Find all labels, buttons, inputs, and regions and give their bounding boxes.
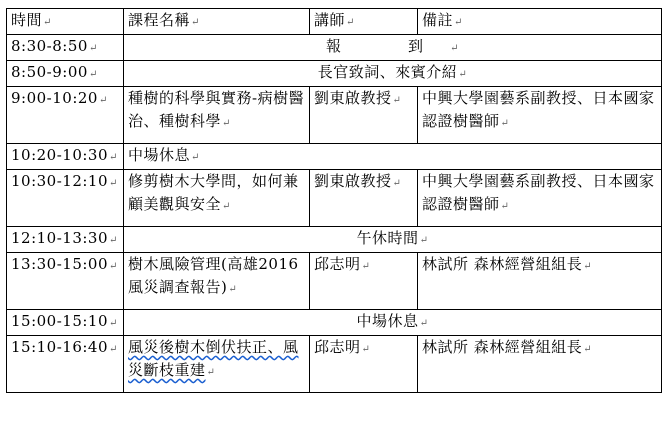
schedule-table [6,8,662,393]
time-cell: 8:30-8:50↵ [7,35,124,61]
time-cell: 9:00-10:20↵ [7,87,124,144]
table-row [7,61,662,87]
header-time: 時間↵ [7,9,124,35]
table-row [7,170,662,227]
table-row [7,310,662,336]
table-row [7,144,662,170]
course-cell: 樹木風險管理(高雄2016風災調查報告)↵ [124,253,310,310]
merged-cell: 長官致詞、來賓介紹↵ [124,61,662,87]
table-row [7,227,662,253]
note-cell: 中興大學園藝系副教授、日本國家認證樹醫師↵ [418,170,662,227]
header-speaker: 講師↵ [310,9,418,35]
merged-cell: 午休時間↵ [124,227,662,253]
header-course: 課程名稱↵ [124,9,310,35]
table-row [7,253,662,310]
speaker-cell: 邱志明↵ [310,336,418,393]
time-cell: 10:20-10:30↵ [7,144,124,170]
time-cell: 15:00-15:10↵ [7,310,124,336]
course-cell: 種樹的科學與實務-病樹醫治、種樹科學↵ [124,87,310,144]
table-header-row [7,9,662,35]
speaker-cell: 劉東啟教授↵ [310,87,418,144]
table-row [7,336,662,393]
note-cell: 林試所 森林經營組組長↵ [418,253,662,310]
table-row [7,35,662,61]
time-cell: 15:10-16:40↵ [7,336,124,393]
merged-cell: 中場休息↵ [124,310,662,336]
merged-cell: 中場休息↵ [124,144,662,170]
document-page [6,8,661,393]
time-cell: 8:50-9:00↵ [7,61,124,87]
speaker-cell: 邱志明↵ [310,253,418,310]
note-cell: 林試所 森林經營組組長↵ [418,336,662,393]
speaker-cell: 劉東啟教授↵ [310,170,418,227]
table-row [7,87,662,144]
time-cell: 12:10-13:30↵ [7,227,124,253]
merged-cell: 報 到↵ [124,35,662,61]
time-cell: 10:30-12:10↵ [7,170,124,227]
header-note: 備註↵ [418,9,662,35]
note-cell: 中興大學園藝系副教授、日本國家認證樹醫師↵ [418,87,662,144]
time-cell: 13:30-15:00↵ [7,253,124,310]
course-cell: 風災後樹木倒伏扶正、風災斷枝重建↵ [124,336,310,393]
course-cell: 修剪樹木大學問，如何兼顧美觀與安全↵ [124,170,310,227]
